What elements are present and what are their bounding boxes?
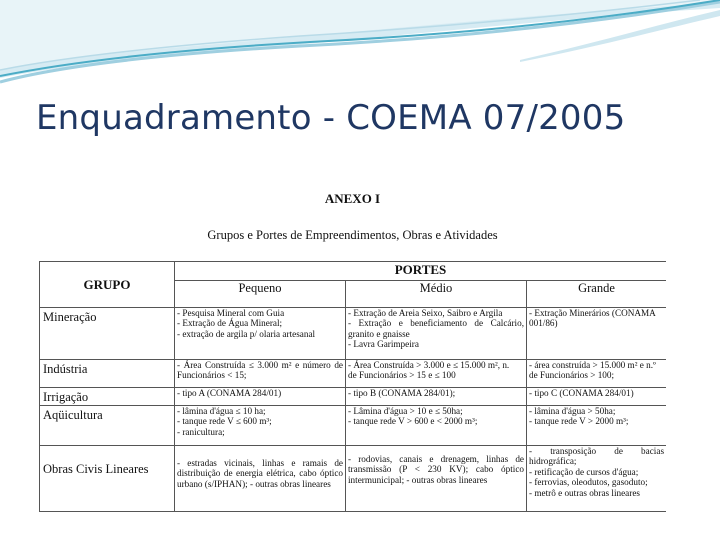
cell-line: intermunicipal; - outras obras lineares (348, 474, 488, 485)
annex-document (39, 183, 666, 513)
cell-line: urbano (s/IPHAN); - outras obras lineares (177, 478, 331, 489)
table-row (40, 388, 667, 406)
cell-line: granito e gnaisse (348, 328, 410, 339)
size-header-pequeno: Pequeno (175, 281, 346, 308)
cell-line: - Pesquisa Mineral com Guia (177, 308, 285, 318)
cell-medio (346, 308, 527, 360)
cell-line: - ferrovias, oleodutos, gasoduto; (529, 477, 648, 488)
cell-line: - tipo B (CONAMA 284/01); (348, 388, 456, 398)
annex-title: ANEXO I (324, 191, 381, 206)
group-header: GRUPO (40, 262, 175, 308)
size-header-medio: Médio (346, 281, 527, 308)
cell-line: Funcionários < 15; (177, 370, 247, 381)
table-row (40, 360, 667, 388)
group-name: Indústria (40, 360, 175, 388)
cell-line: - ranicultura; (177, 426, 225, 437)
cell-pequeno (175, 388, 346, 406)
cell-line: - transposição de bacias (529, 446, 665, 456)
cell-line: - Área Construída ≤ 3.000 m² e número de (177, 360, 343, 370)
cell-line: - lâmina d'água ≤ 10 ha; (177, 406, 266, 416)
cell-line: - tanque rede V ≤ 600 m³; (177, 416, 272, 427)
cell-line: hidrográfica; (529, 456, 577, 467)
header-swoosh-decoration (0, 0, 720, 95)
cell-grande (527, 360, 667, 388)
annex-subtitle: Grupos e Portes de Empreendimentos, Obras e Atividades (207, 228, 498, 242)
group-name: Obras Civis Lineares (40, 446, 175, 512)
cell-line: - Extração Minerários (CONAMA (529, 308, 656, 318)
cell-line: - tipo C (CONAMA 284/01) (529, 388, 634, 398)
slide-title: Enquadramento - COEMA 07/2005 (36, 98, 626, 138)
cell-pequeno (175, 360, 346, 388)
cell-line: - retificação de cursos d'água; (529, 466, 639, 477)
cell-line: - metrô e outras obras lineares (529, 487, 640, 498)
group-name: Irrigação (40, 388, 175, 406)
cell-line: - Lavra Garimpeira (348, 339, 419, 350)
cell-grande (527, 388, 667, 406)
cell-line: - estradas vicinais, linhas e ramais de (177, 458, 343, 468)
cell-pequeno (175, 446, 346, 512)
cell-line: - tipo A (CONAMA 284/01) (177, 388, 282, 398)
cell-line: - Extração de Água Mineral; (177, 318, 283, 329)
cell-medio (346, 388, 527, 406)
group-name: Mineração (40, 308, 175, 360)
table-row (40, 406, 667, 446)
cell-line: de Funcionários > 15 e ≤ 100 (348, 370, 456, 381)
cell-medio (346, 446, 527, 512)
cell-line: de Funcionários > 100; (529, 370, 615, 381)
cell-pequeno (175, 406, 346, 446)
cell-line: - Extração e beneficiamento de Calcário, (348, 318, 524, 329)
cell-line: - Lâmina d'água > 10 e ≤ 50ha; (348, 406, 463, 416)
cell-line: distribuição de energia elétrica, cabo óptico (177, 468, 343, 479)
cell-grande (527, 406, 667, 446)
cell-line: - lâmina d'água > 50ha; (529, 406, 616, 416)
table-row (40, 308, 667, 360)
portes-table (39, 261, 666, 512)
size-header-grande: Grande (527, 281, 667, 308)
cell-pequeno (175, 308, 346, 360)
cell-line: - Área Construída > 3.000 e ≤ 15.000 m², n. (348, 360, 510, 370)
cell-line: transmissão (P < 230 KV); cabo óptico (348, 464, 524, 475)
cell-line: - extração de argila p/ olaria artesanal (177, 328, 316, 339)
cell-line: 001/86) (529, 318, 558, 329)
cell-line: - Extração de Areia Seixo, Saibro e Argila (348, 308, 503, 318)
cell-medio (346, 406, 527, 446)
cell-line: - tanque rede V > 2000 m³; (529, 416, 629, 427)
table-row (40, 446, 667, 512)
cell-line: - rodovias, canais e drenagem, linhas de (348, 454, 524, 464)
portes-header: PORTES (175, 262, 667, 281)
cell-grande (527, 308, 667, 360)
cell-medio (346, 360, 527, 388)
group-name: Aqüicultura (40, 406, 175, 446)
cell-line: - área construída > 15.000 m² e n.º (529, 360, 656, 370)
cell-grande (527, 446, 667, 512)
cell-line: - tanque rede V > 600 e < 2000 m³; (348, 416, 478, 427)
